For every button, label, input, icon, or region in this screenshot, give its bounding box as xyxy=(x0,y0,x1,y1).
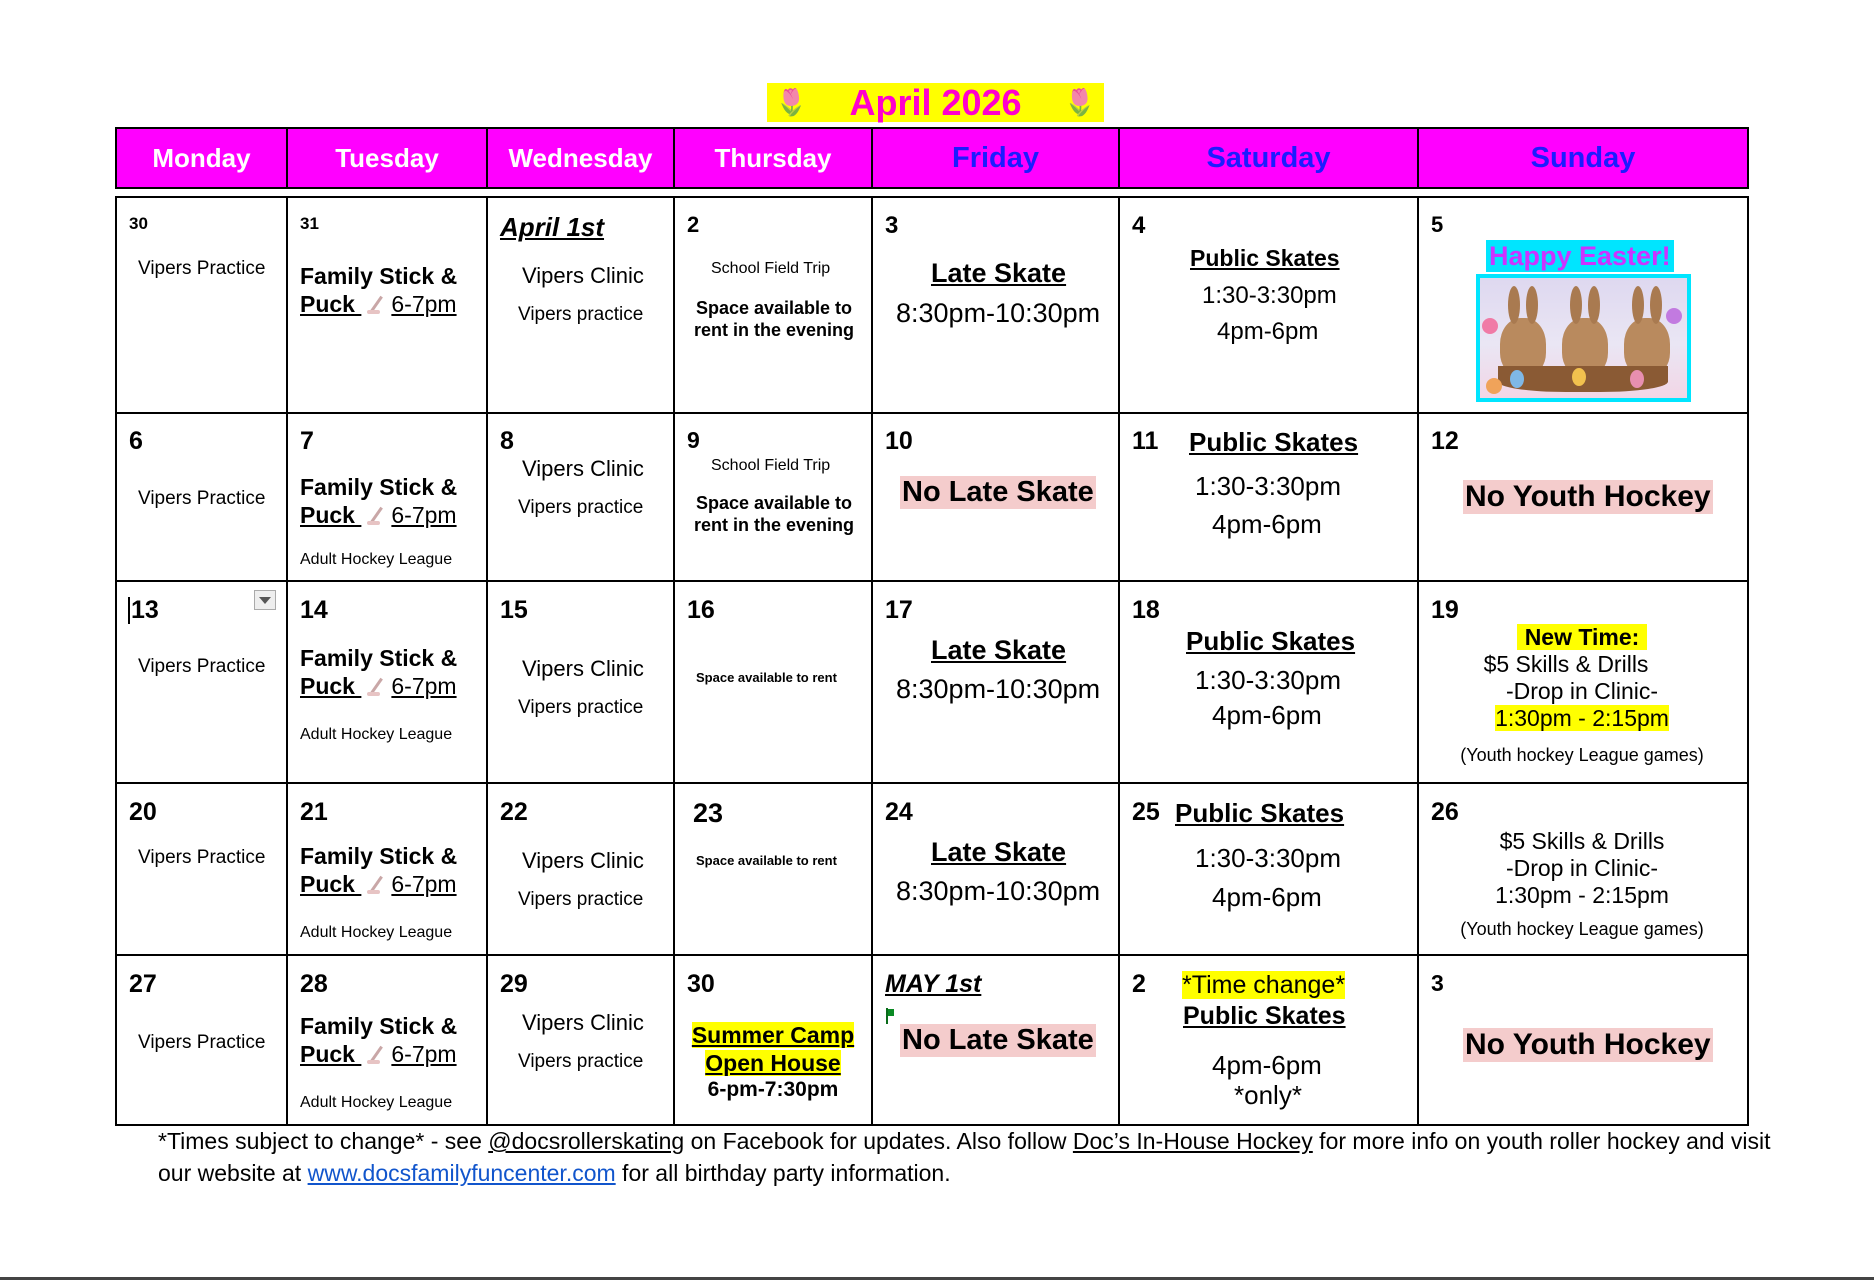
tulip-icon: 🌷 xyxy=(1063,87,1096,117)
day-number: 2 xyxy=(687,212,700,237)
day-number: 21 xyxy=(300,798,328,826)
event-time: 6-7pm xyxy=(391,291,457,317)
day-number: 22 xyxy=(500,798,528,826)
day-cell[interactable] xyxy=(675,784,873,956)
hockey-stick-icon xyxy=(365,1045,387,1065)
weekday-header xyxy=(115,127,1749,189)
event-vipers-practice: Vipers practice xyxy=(518,497,644,518)
day-number: 30 xyxy=(129,214,148,233)
day-cell[interactable] xyxy=(117,784,288,956)
day-number: 25 xyxy=(1132,798,1160,826)
weekday-wednesday: Wednesday xyxy=(488,129,675,187)
day-number: 16 xyxy=(687,596,715,624)
cell-dropdown-button[interactable] xyxy=(254,590,276,610)
event-no-youth-hockey: No Youth Hockey xyxy=(1465,480,1711,513)
event-time: 1:30-3:30pm xyxy=(1195,471,1341,501)
day-cell[interactable] xyxy=(873,582,1120,784)
event-late-skate: Late Skate xyxy=(931,837,1067,867)
event-adult-league: Adult Hockey League xyxy=(300,1094,453,1111)
event-label: Puck xyxy=(300,291,355,317)
facebook-handle-link[interactable]: @docsrollerskating xyxy=(488,1128,685,1154)
event-family-stick-puck xyxy=(300,644,457,700)
day-number: 14 xyxy=(300,596,328,624)
day-number: MAY 1st xyxy=(885,970,982,998)
event-label: rent in the evening xyxy=(693,515,855,535)
day-number: 31 xyxy=(300,214,319,233)
event-adult-league: Adult Hockey League xyxy=(300,726,453,743)
day-cell[interactable] xyxy=(488,956,675,1124)
day-cell[interactable] xyxy=(1120,784,1419,956)
day-number: 9 xyxy=(687,427,700,453)
event-space-available xyxy=(688,297,860,341)
event-vipers-clinic: Vipers Clinic xyxy=(522,456,644,481)
calendar-grid xyxy=(115,196,1749,1126)
inhouse-hockey-link[interactable]: Doc’s In-House Hockey xyxy=(1072,1128,1313,1154)
day-cell[interactable] xyxy=(873,198,1120,414)
event-vipers-clinic: Vipers Clinic xyxy=(522,263,644,288)
event-vipers-practice: Vipers Practice xyxy=(138,488,266,509)
day-number: 20 xyxy=(129,798,157,826)
day-number: April 1st xyxy=(500,212,605,242)
event-label: Open House xyxy=(705,1050,841,1076)
event-public-skates: Public Skates xyxy=(1183,1002,1346,1030)
event-public-skates: Public Skates xyxy=(1175,798,1345,828)
day-cell[interactable] xyxy=(1120,198,1419,414)
day-number: 18 xyxy=(1132,596,1160,624)
event-family-stick-puck xyxy=(300,473,457,529)
day-cell[interactable] xyxy=(288,784,488,956)
day-cell[interactable] xyxy=(288,956,488,1124)
event-public-skates: Public Skates xyxy=(1186,626,1356,656)
event-family-stick-puck xyxy=(300,262,457,318)
event-vipers-practice: Vipers practice xyxy=(518,304,644,325)
day-number: 13 xyxy=(131,596,159,624)
footer-text: on Facebook for updates. Also follow xyxy=(684,1128,1073,1154)
event-time: 4pm-6pm xyxy=(1212,509,1322,539)
day-number: 30 xyxy=(687,970,715,998)
event-time: 1:30-3:30pm xyxy=(1195,665,1341,695)
event-school-trip: School Field Trip xyxy=(711,457,831,474)
day-cell[interactable] xyxy=(117,414,288,582)
event-label: Space available to xyxy=(695,298,853,318)
weekday-tuesday: Tuesday xyxy=(288,129,488,187)
hockey-stick-icon xyxy=(365,506,387,526)
event-time: 1:30-3:30pm xyxy=(1202,282,1337,309)
event-skills-drills xyxy=(1419,828,1745,909)
day-cell[interactable] xyxy=(1120,956,1419,1124)
day-number: 2 xyxy=(1132,970,1146,998)
event-label: Family Stick & xyxy=(300,1013,458,1039)
event-label: -Drop in Clinic- xyxy=(1505,855,1659,881)
day-cell[interactable] xyxy=(1419,582,1747,784)
event-no-late-skate: No Late Skate xyxy=(902,1024,1094,1056)
event-time: 4pm-6pm xyxy=(1212,882,1322,912)
day-number: 8 xyxy=(500,427,514,455)
day-cell[interactable] xyxy=(675,198,873,414)
comment-flag-icon xyxy=(886,1008,893,1024)
event-time: 1:30pm - 2:15pm xyxy=(1495,705,1669,731)
day-cell[interactable] xyxy=(288,582,488,784)
event-label: Summer Camp xyxy=(691,1022,855,1048)
event-school-trip: School Field Trip xyxy=(711,260,831,277)
day-number: 26 xyxy=(1431,798,1459,826)
event-label: Family Stick & xyxy=(300,263,458,289)
weekday-sunday: Sunday xyxy=(1530,141,1636,174)
event-late-skate: Late Skate xyxy=(931,635,1067,665)
event-label: $5 Skills & Drills xyxy=(1483,651,1649,677)
text-cursor xyxy=(128,597,130,624)
day-cell[interactable] xyxy=(1120,582,1419,784)
hockey-stick-icon xyxy=(365,677,387,697)
event-label: $5 Skills & Drills xyxy=(1499,828,1665,854)
weekday-saturday: Saturday xyxy=(1120,129,1419,187)
event-time: 1:30pm - 2:15pm xyxy=(1495,882,1669,908)
day-number: 29 xyxy=(500,970,528,998)
event-space-available xyxy=(688,492,860,536)
event-label: Puck xyxy=(300,502,355,528)
event-vipers-practice: Vipers Practice xyxy=(138,847,266,868)
event-time: 8:30pm-10:30pm xyxy=(896,298,1101,328)
event-no-youth-hockey: No Youth Hockey xyxy=(1465,1028,1711,1061)
day-number: 12 xyxy=(1431,427,1459,455)
calendar xyxy=(115,127,1749,1126)
event-time: 6-7pm xyxy=(391,673,457,699)
day-cell[interactable] xyxy=(117,582,288,784)
event-vipers-practice: Vipers Practice xyxy=(138,1032,266,1053)
event-youth-league: (Youth hockey League games) xyxy=(1460,919,1704,939)
event-vipers-practice: Vipers practice xyxy=(518,1051,644,1072)
day-number: 19 xyxy=(1431,596,1459,624)
day-number: 17 xyxy=(885,596,913,624)
event-label: -Drop in Clinic- xyxy=(1505,678,1659,704)
day-number: 7 xyxy=(300,427,314,455)
event-time: 6-7pm xyxy=(391,1041,457,1067)
event-note-only: *only* xyxy=(1234,1080,1302,1110)
day-cell[interactable] xyxy=(488,582,675,784)
event-family-stick-puck xyxy=(300,842,457,898)
event-vipers-practice: Vipers practice xyxy=(518,889,644,910)
event-time: 4pm-6pm xyxy=(1212,1050,1322,1080)
event-late-skate: Late Skate xyxy=(931,258,1067,288)
day-cell[interactable] xyxy=(873,956,1120,1124)
day-number: 23 xyxy=(693,798,724,828)
day-cell[interactable] xyxy=(288,198,488,414)
event-time: 8:30pm-10:30pm xyxy=(896,876,1101,906)
event-vipers-practice: Vipers Practice xyxy=(138,656,266,677)
day-number: 6 xyxy=(129,427,143,455)
day-cell[interactable] xyxy=(488,414,675,582)
event-youth-league: (Youth hockey League games) xyxy=(1460,745,1704,765)
day-cell[interactable] xyxy=(873,414,1120,582)
weekday-thursday: Thursday xyxy=(675,129,873,187)
event-label: Family Stick & xyxy=(300,474,458,500)
event-label: *Time change* xyxy=(1182,971,1346,999)
day-cell[interactable] xyxy=(117,198,288,414)
footer-text: for all birthday party information. xyxy=(615,1160,951,1186)
easter-bunnies-image xyxy=(1476,274,1691,402)
day-cell[interactable] xyxy=(488,198,675,414)
weekday-friday: Friday xyxy=(873,129,1120,187)
day-number: 28 xyxy=(300,970,328,998)
footer-text: for more info on youth roller hockey and visit our website at xyxy=(158,1128,1771,1186)
event-label: Family Stick & xyxy=(300,645,458,671)
day-number: 3 xyxy=(885,212,899,239)
day-cell[interactable] xyxy=(1419,198,1747,414)
event-label: rent in the evening xyxy=(693,320,855,340)
footer-note xyxy=(158,1125,1778,1189)
day-cell[interactable] xyxy=(1120,414,1419,582)
event-time: 4pm-6pm xyxy=(1212,700,1322,730)
event-happy-easter: Happy Easter! xyxy=(1486,240,1674,272)
day-number: 3 xyxy=(1431,970,1444,996)
calendar-title: April 2026 xyxy=(849,81,1022,123)
event-no-late-skate: No Late Skate xyxy=(902,476,1094,508)
calendar-title-banner xyxy=(767,83,1104,122)
time-change-note xyxy=(1182,970,1345,1000)
day-cell[interactable] xyxy=(488,784,675,956)
event-adult-league: Adult Hockey League xyxy=(300,551,453,568)
day-cell[interactable] xyxy=(117,956,288,1124)
event-space-available: Space available to rent xyxy=(696,853,837,868)
event-public-skates: Public Skates xyxy=(1190,245,1340,271)
event-summer-camp xyxy=(675,1021,871,1103)
event-space-available: Space available to rent xyxy=(696,670,837,685)
day-cell[interactable] xyxy=(675,582,873,784)
event-vipers-clinic: Vipers Clinic xyxy=(522,1010,644,1035)
website-link[interactable]: www.docsfamilyfuncenter.com xyxy=(307,1160,616,1186)
event-vipers-practice: Vipers Practice xyxy=(138,258,266,279)
day-number: 5 xyxy=(1431,212,1444,237)
hockey-stick-icon xyxy=(365,295,387,315)
event-time: 6-7pm xyxy=(391,502,457,528)
day-number: 10 xyxy=(885,427,913,455)
event-family-stick-puck xyxy=(300,1012,457,1068)
weekday-monday: Monday xyxy=(117,129,288,187)
day-number: 11 xyxy=(1132,427,1159,455)
event-time: 6-7pm xyxy=(391,871,457,897)
day-cell[interactable] xyxy=(873,784,1120,956)
day-number: 4 xyxy=(1132,212,1146,239)
event-label: Space available to xyxy=(695,493,853,513)
event-skills-drills xyxy=(1419,624,1745,732)
tulip-icon: 🌷 xyxy=(775,87,808,117)
footer-text: *Times subject to change* - see xyxy=(158,1128,489,1154)
day-number: 27 xyxy=(129,970,157,998)
event-adult-league: Adult Hockey League xyxy=(300,924,453,941)
day-cell[interactable] xyxy=(1419,784,1747,956)
day-number: 24 xyxy=(885,798,913,826)
day-cell[interactable] xyxy=(1419,414,1747,582)
hockey-stick-icon xyxy=(365,875,387,895)
event-vipers-clinic: Vipers Clinic xyxy=(522,848,644,873)
day-cell[interactable] xyxy=(675,414,873,582)
event-vipers-practice: Vipers practice xyxy=(518,697,644,718)
event-public-skates: Public Skates xyxy=(1189,427,1359,457)
event-label: Puck xyxy=(300,673,355,699)
event-label: Puck xyxy=(300,871,355,897)
day-number: 15 xyxy=(500,596,528,624)
day-cell[interactable] xyxy=(1419,956,1747,1124)
day-cell[interactable] xyxy=(675,956,873,1124)
new-time-label: New Time: xyxy=(1517,624,1648,650)
event-label: Family Stick & xyxy=(300,843,458,869)
event-label: Puck xyxy=(300,1041,355,1067)
event-time: 1:30-3:30pm xyxy=(1195,843,1341,873)
event-vipers-clinic: Vipers Clinic xyxy=(522,656,644,681)
day-cell[interactable] xyxy=(288,414,488,582)
event-time: 8:30pm-10:30pm xyxy=(896,674,1101,704)
event-time: 4pm-6pm xyxy=(1217,318,1319,345)
event-time: 6-pm-7:30pm xyxy=(707,1078,839,1101)
